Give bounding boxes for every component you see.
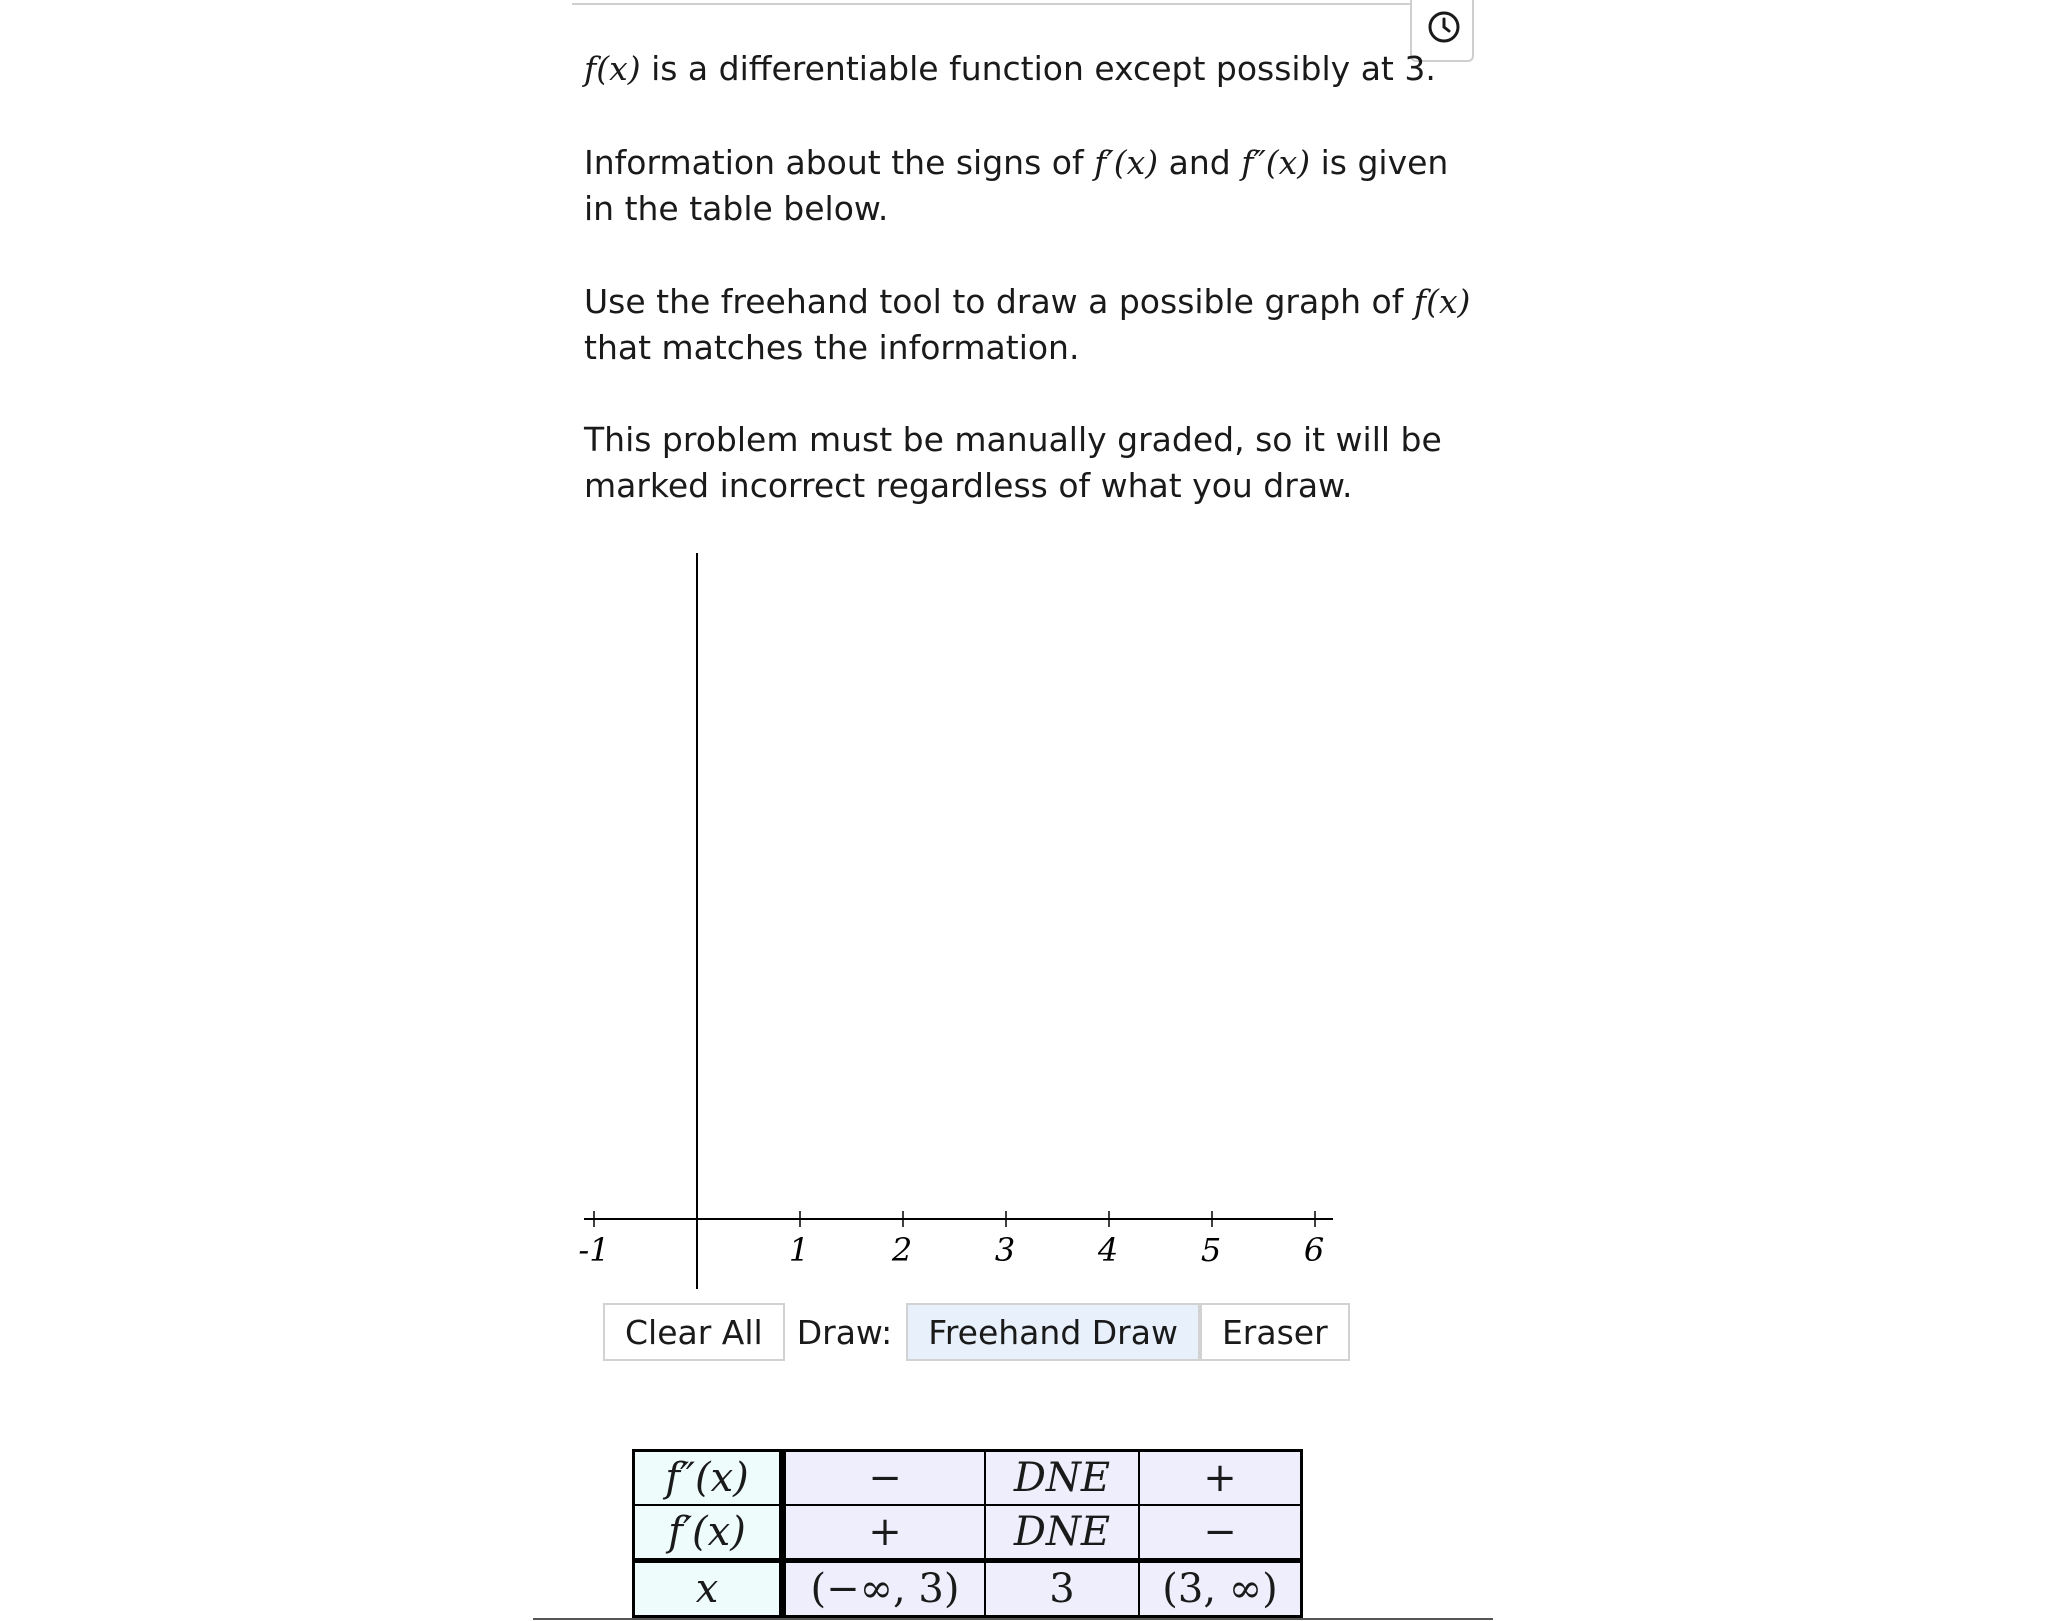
drawing-canvas[interactable] bbox=[570, 545, 1350, 1295]
table-cell: − bbox=[1139, 1505, 1302, 1561]
x-tick-label: -1 bbox=[578, 1231, 610, 1269]
table-cell: DNE bbox=[985, 1451, 1139, 1506]
row-label-x: x bbox=[634, 1561, 783, 1617]
draw-label: Draw: bbox=[796, 1312, 893, 1352]
table-cell: (3, ∞) bbox=[1139, 1561, 1302, 1617]
clear-all-button[interactable]: Clear All bbox=[603, 1303, 785, 1361]
table-cell: + bbox=[1139, 1451, 1302, 1506]
x-tick-label: 2 bbox=[891, 1231, 913, 1269]
sign-table bbox=[632, 1449, 1303, 1618]
x-tick-label: 4 bbox=[1097, 1231, 1119, 1269]
table-cell: (−∞, 3) bbox=[783, 1561, 986, 1617]
instruction-text: Use the freehand tool to draw a possible graph of f(x) that matches the information. bbox=[584, 282, 1471, 367]
grading-notice: This problem must be manually graded, so it will be marked incorrect regardless of what you draw. bbox=[584, 420, 1442, 505]
freehand-draw-button[interactable]: Freehand Draw bbox=[906, 1303, 1200, 1361]
draw-toolbar bbox=[603, 1303, 1350, 1361]
table-cell: 3 bbox=[985, 1561, 1139, 1617]
table-cell: − bbox=[783, 1451, 986, 1506]
intro-text: f(x) is a differentiable function except possibly at 3. bbox=[584, 49, 1436, 88]
row-label-fpp: f″(x) bbox=[634, 1451, 783, 1506]
x-tick-label: 5 bbox=[1200, 1231, 1222, 1269]
table-cell: + bbox=[783, 1505, 986, 1561]
fx-math: f(x) bbox=[584, 49, 641, 88]
x-tick-label: 3 bbox=[994, 1231, 1016, 1269]
info-text: Information about the signs of f′(x) and f″(x) is given in the table below. bbox=[584, 143, 1449, 228]
x-tick-label: 1 bbox=[788, 1231, 810, 1269]
bottom-divider bbox=[533, 1618, 1493, 1620]
top-divider bbox=[572, 3, 1410, 5]
table-cell: DNE bbox=[985, 1505, 1139, 1561]
row-label-fp: f′(x) bbox=[634, 1505, 783, 1561]
eraser-button[interactable]: Eraser bbox=[1200, 1303, 1350, 1361]
x-tick-label: 6 bbox=[1303, 1231, 1325, 1269]
clock-icon bbox=[1427, 10, 1461, 44]
